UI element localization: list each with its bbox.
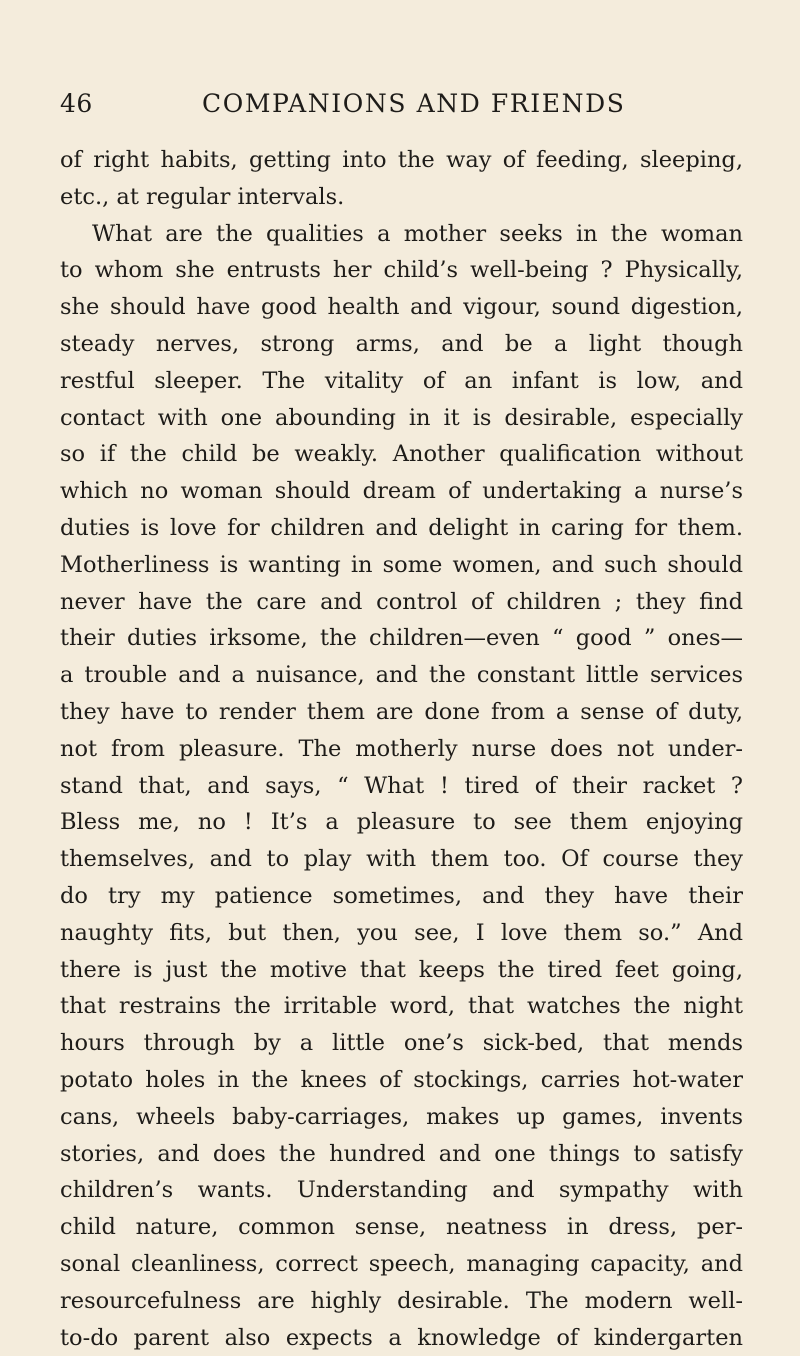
text-line: to-do parent also expects a knowledge of kindergarten bbox=[60, 1320, 743, 1356]
text-line: etc., at regular intervals. bbox=[60, 179, 743, 216]
text-line: children’s wants. Understanding and sympathy with bbox=[60, 1172, 743, 1209]
text-line: she should have good health and vigour, sound digestion, bbox=[60, 289, 743, 326]
text-line: cans, wheels baby-carriages, makes up games, invents bbox=[60, 1099, 743, 1136]
text-line: they have to render them are done from a sense of duty, bbox=[60, 694, 743, 731]
text-line: so if the child be weakly. Another qualification without bbox=[60, 436, 743, 473]
text-line: hours through by a little one’s sick-bed, that mends bbox=[60, 1025, 743, 1062]
text-line: stand that, and says, “ What ! tired of their racket ? bbox=[60, 768, 743, 805]
text-line: sonal cleanliness, correct speech, managing capacity, and bbox=[60, 1246, 743, 1283]
body-text bbox=[60, 142, 743, 1356]
text-line: Motherliness is wanting in some women, and such should bbox=[60, 547, 743, 584]
text-line: child nature, common sense, neatness in dress, per- bbox=[60, 1209, 743, 1246]
paragraph-start-line: What are the qualities a mother seeks in the woman bbox=[60, 216, 743, 253]
text-line: which no woman should dream of undertaking a nurse’s bbox=[60, 473, 743, 510]
page-number: 46 bbox=[60, 84, 93, 124]
text-line: that restrains the irritable word, that watches the night bbox=[60, 988, 743, 1025]
text-line: naughty fits, but then, you see, I love them so.” And bbox=[60, 915, 743, 952]
text-line: contact with one abounding in it is desirable, especially bbox=[60, 400, 743, 437]
page-header bbox=[60, 84, 740, 124]
text-line: of right habits, getting into the way of feeding, sleeping, bbox=[60, 142, 743, 179]
text-line: steady nerves, strong arms, and be a light though bbox=[60, 326, 743, 363]
text-line: their duties irksome, the children—even “ good ” ones— bbox=[60, 620, 743, 657]
text-line: do try my patience sometimes, and they have their bbox=[60, 878, 743, 915]
running-title: COMPANIONS AND FRIENDS bbox=[202, 84, 625, 124]
text-line: potato holes in the knees of stockings, carries hot-water bbox=[60, 1062, 743, 1099]
text-line: duties is love for children and delight in caring for them. bbox=[60, 510, 743, 547]
text-line: a trouble and a nuisance, and the constant little services bbox=[60, 657, 743, 694]
text-line: never have the care and control of children ; they find bbox=[60, 584, 743, 621]
text-line: restful sleeper. The vitality of an infant is low, and bbox=[60, 363, 743, 400]
text-line: resourcefulness are highly desirable. The modern well- bbox=[60, 1283, 743, 1320]
text-line: to whom she entrusts her child’s well-being ? Physically, bbox=[60, 252, 743, 289]
text-line: not from pleasure. The motherly nurse does not under- bbox=[60, 731, 743, 768]
text-line: there is just the motive that keeps the tired feet going, bbox=[60, 952, 743, 989]
text-line: stories, and does the hundred and one things to satisfy bbox=[60, 1136, 743, 1173]
text-line: themselves, and to play with them too. Of course they bbox=[60, 841, 743, 878]
text-line: Bless me, no ! It’s a pleasure to see them enjoying bbox=[60, 804, 743, 841]
